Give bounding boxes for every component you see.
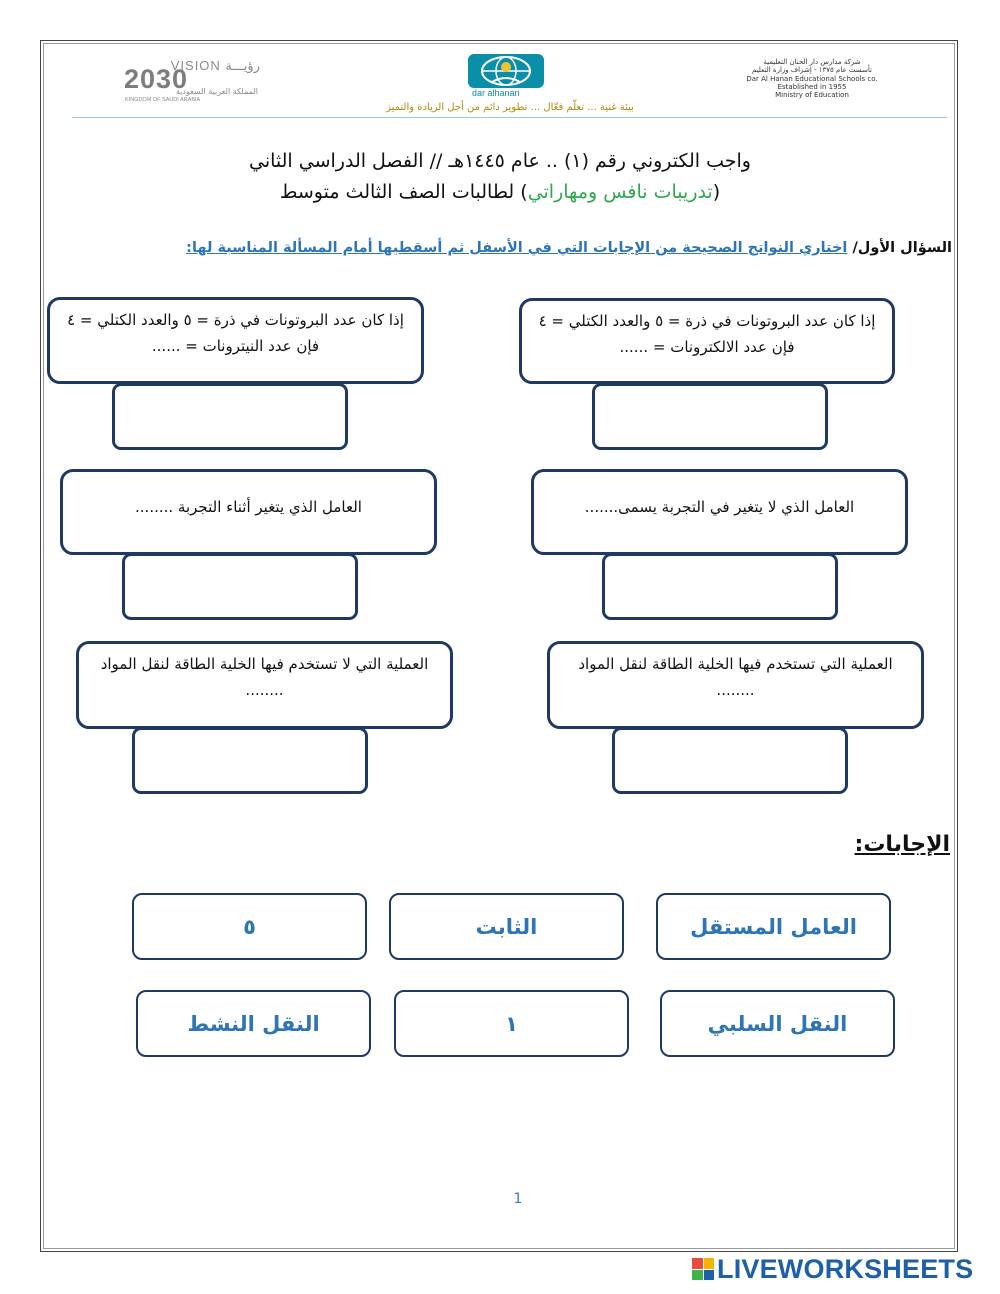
question-label: السؤال الأول/ xyxy=(852,240,952,256)
assignment-title: واجب الكتروني رقم (١) .. عام ١٤٤٥هـ // الفصل الدراسي الثاني xyxy=(249,150,751,172)
question-heading xyxy=(152,240,952,256)
school-slogan: بيئة غنية ... تعلّم فعّال ... تطوير دائم من أجل الريادة والتميز xyxy=(386,102,634,113)
answer-option-4[interactable]: النقل السلبي xyxy=(660,990,895,1057)
answers-heading: الإجابات: xyxy=(854,832,950,857)
question-instruction: اختاري النواتج الصحيحة من الإجابات التي في الأسفل ثم أسقطيها أمام المسألة المناسبة لها: xyxy=(186,240,848,256)
answer-drop-box-5[interactable] xyxy=(612,727,848,794)
question-box-2: إذا كان عدد البروتونات في ذرة = ٥ والعدد الكتلي = ٤ فإن عدد النيترونات = ...... xyxy=(47,297,424,384)
answer-drop-box-4[interactable] xyxy=(122,553,358,620)
question-box-4: العامل الذي يتغير أثناء التجربة ........ xyxy=(60,469,437,555)
question-box-3: العامل الذي لا يتغير في التجربة يسمى....... xyxy=(531,469,908,555)
vision-2030-logo: VISION رؤيـــة 2030 المملكة العربية السعودية KINGDOM OF SAUDI ARABIA xyxy=(124,58,260,103)
liveworksheets-watermark: LIVEWORKSHEETS xyxy=(692,1254,973,1284)
answer-option-6[interactable]: النقل النشط xyxy=(136,990,371,1057)
answer-drop-box-1[interactable] xyxy=(592,383,828,450)
answer-option-5[interactable]: ١ xyxy=(394,990,629,1057)
answer-drop-box-6[interactable] xyxy=(132,727,368,794)
answer-option-1[interactable]: العامل المستقل xyxy=(656,893,891,960)
header-divider xyxy=(72,117,947,118)
question-box-5: العملية التي تستخدم فيها الخلية الطاقة لنقل المواد ........ xyxy=(547,641,924,729)
answer-drop-box-2[interactable] xyxy=(112,383,348,450)
question-box-6: العملية التي لا تستخدم فيها الخلية الطاقة لنقل المواد ........ xyxy=(76,641,453,729)
liveworksheets-logo-icon xyxy=(692,1258,714,1280)
logo-caption: dar alhanan xyxy=(472,88,520,98)
answer-option-2[interactable]: الثابت xyxy=(389,893,624,960)
answer-drop-box-3[interactable] xyxy=(602,553,838,620)
question-box-1: إذا كان عدد البروتونات في ذرة = ٥ والعدد الكتلي = ٤ فإن عدد الالكترونات = ...... xyxy=(519,298,895,384)
company-info: شركة مدارس دار الحنان التعليمية تأسست عام ١٣٧٥ - إشراف وزارة التعليم Dar Al Hanan Educational Schools co. Established in 1955 Ministry of Education xyxy=(746,58,878,100)
page-number: 1 xyxy=(513,1191,523,1207)
answer-option-3[interactable]: ٥ xyxy=(132,893,367,960)
assignment-subtitle: (تدريبات نافس ومهاراتي) لطالبات الصف الثالث متوسط xyxy=(279,181,721,203)
